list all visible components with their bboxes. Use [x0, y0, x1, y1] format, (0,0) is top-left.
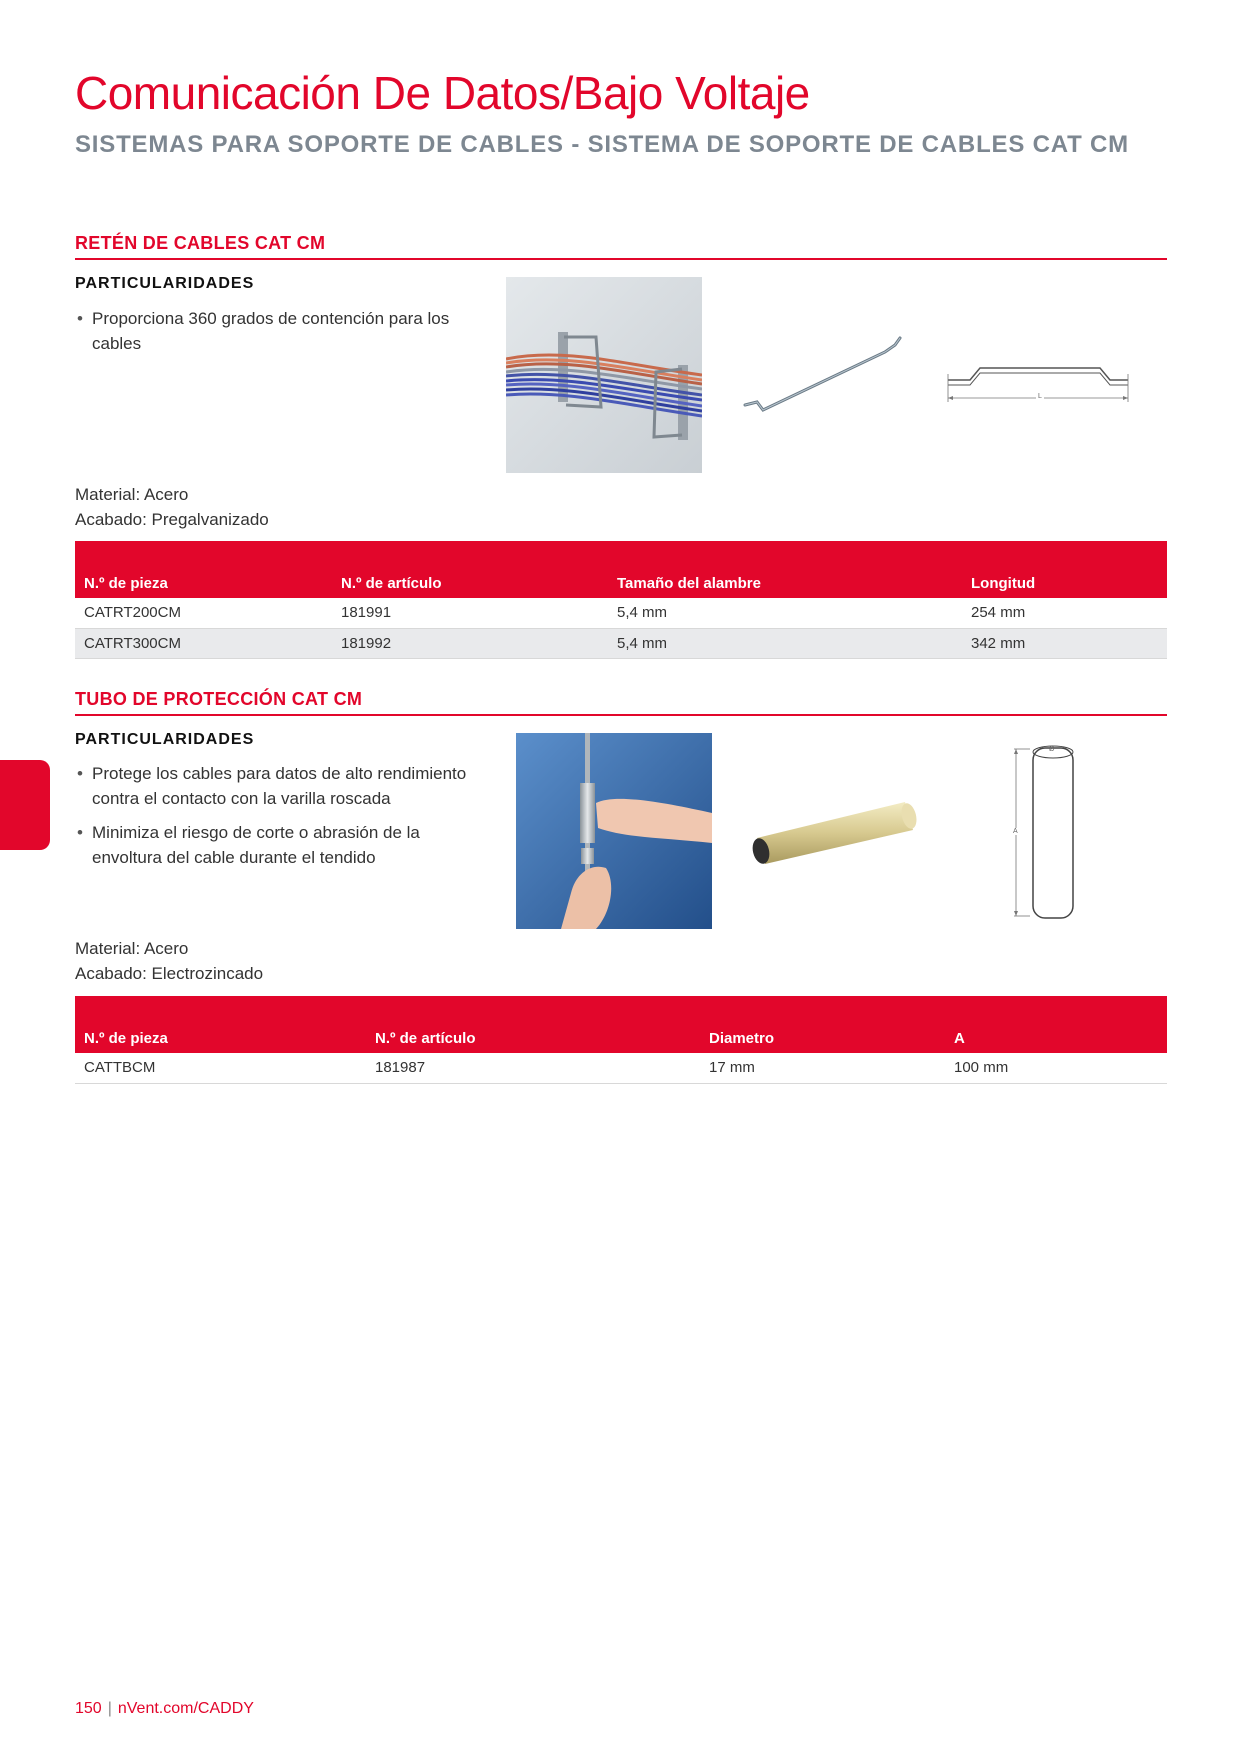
column-header: Longitud: [971, 575, 1036, 592]
material-text: Material: Acero: [75, 939, 189, 958]
product-photo-cable-retainer: [506, 277, 702, 473]
column-header: N.º de artículo: [375, 1030, 476, 1047]
product-photo-protection-tube: [516, 733, 712, 929]
table-cell: CATRT200CM: [75, 598, 332, 628]
column-header: Diametro: [709, 1030, 775, 1047]
technical-drawing-tube: [1000, 740, 1080, 925]
table-cell: 5,4 mm: [608, 628, 962, 658]
table-cell: 100 mm: [945, 1053, 1167, 1083]
table-cell: 254 mm: [962, 598, 1167, 628]
spec-table-tubo: [75, 996, 1167, 1084]
section-heading-reten: RETÉN DE CABLES CAT CM: [75, 233, 1167, 260]
page-number: 150: [75, 1700, 102, 1717]
table-row: [75, 598, 1167, 628]
features-list: [75, 761, 475, 879]
finish-text: Acabado: Electrozincado: [75, 964, 264, 983]
column-header: Tamaño del alambre: [617, 575, 761, 592]
list-item: • Protege los cables para datos de alto rendimiento contra el contacto con la varilla roscada: [75, 761, 475, 811]
product-image-wire: [735, 330, 910, 420]
footer-separator: |: [107, 1700, 112, 1717]
page-title: Comunicación De Datos/Bajo Voltaje: [75, 67, 810, 119]
dimension-label-a: A: [1013, 828, 1018, 835]
dimension-label-l: L: [1038, 393, 1042, 400]
footer-url[interactable]: nVent.com/CADDY: [117, 1700, 254, 1717]
dimension-label-diameter: Ø: [1049, 746, 1055, 753]
table-cell: 181992: [332, 628, 608, 658]
section-tab-marker: [0, 760, 50, 850]
table-cell: 342 mm: [962, 628, 1167, 658]
section-heading-tubo: TUBO DE PROTECCIÓN CAT CM: [75, 689, 1167, 716]
table-cell: 17 mm: [700, 1053, 945, 1083]
list-item: • Minimiza el riesgo de corte o abrasión de la envoltura del cable durante el tendido: [75, 820, 475, 870]
column-header: N.º de artículo: [341, 575, 442, 592]
column-header: A: [954, 1030, 965, 1047]
list-item: • Proporciona 360 grados de contención para los cables: [75, 306, 475, 356]
table-cell: 5,4 mm: [608, 598, 962, 628]
column-header: N.º de pieza: [84, 575, 168, 592]
material-text: Material: Acero: [75, 485, 189, 504]
column-header: N.º de pieza: [84, 1030, 168, 1047]
table-cell: 181991: [332, 598, 608, 628]
finish-text: Acabado: Pregalvanizado: [75, 510, 269, 529]
features-list: [75, 306, 475, 365]
table-header-row: [75, 996, 1167, 1053]
table-cell: CATTBCM: [75, 1053, 366, 1083]
table-cell: 181987: [366, 1053, 700, 1083]
table-header-row: [75, 541, 1167, 598]
technical-drawing-retainer: [940, 360, 1140, 410]
spec-table-reten: [75, 541, 1167, 659]
material-info: [75, 936, 263, 986]
table-cell: CATRT300CM: [75, 628, 332, 658]
table-row: [75, 628, 1167, 658]
product-image-tube: [745, 790, 920, 865]
material-info: [75, 482, 269, 532]
table-row: [75, 1053, 1167, 1083]
page-subtitle: SISTEMAS PARA SOPORTE DE CABLES - SISTEMA DE SOPORTE DE CABLES CAT CM: [75, 131, 1129, 158]
footer: [75, 1700, 254, 1718]
features-heading: PARTICULARIDADES: [75, 731, 255, 748]
features-heading: PARTICULARIDADES: [75, 275, 255, 292]
